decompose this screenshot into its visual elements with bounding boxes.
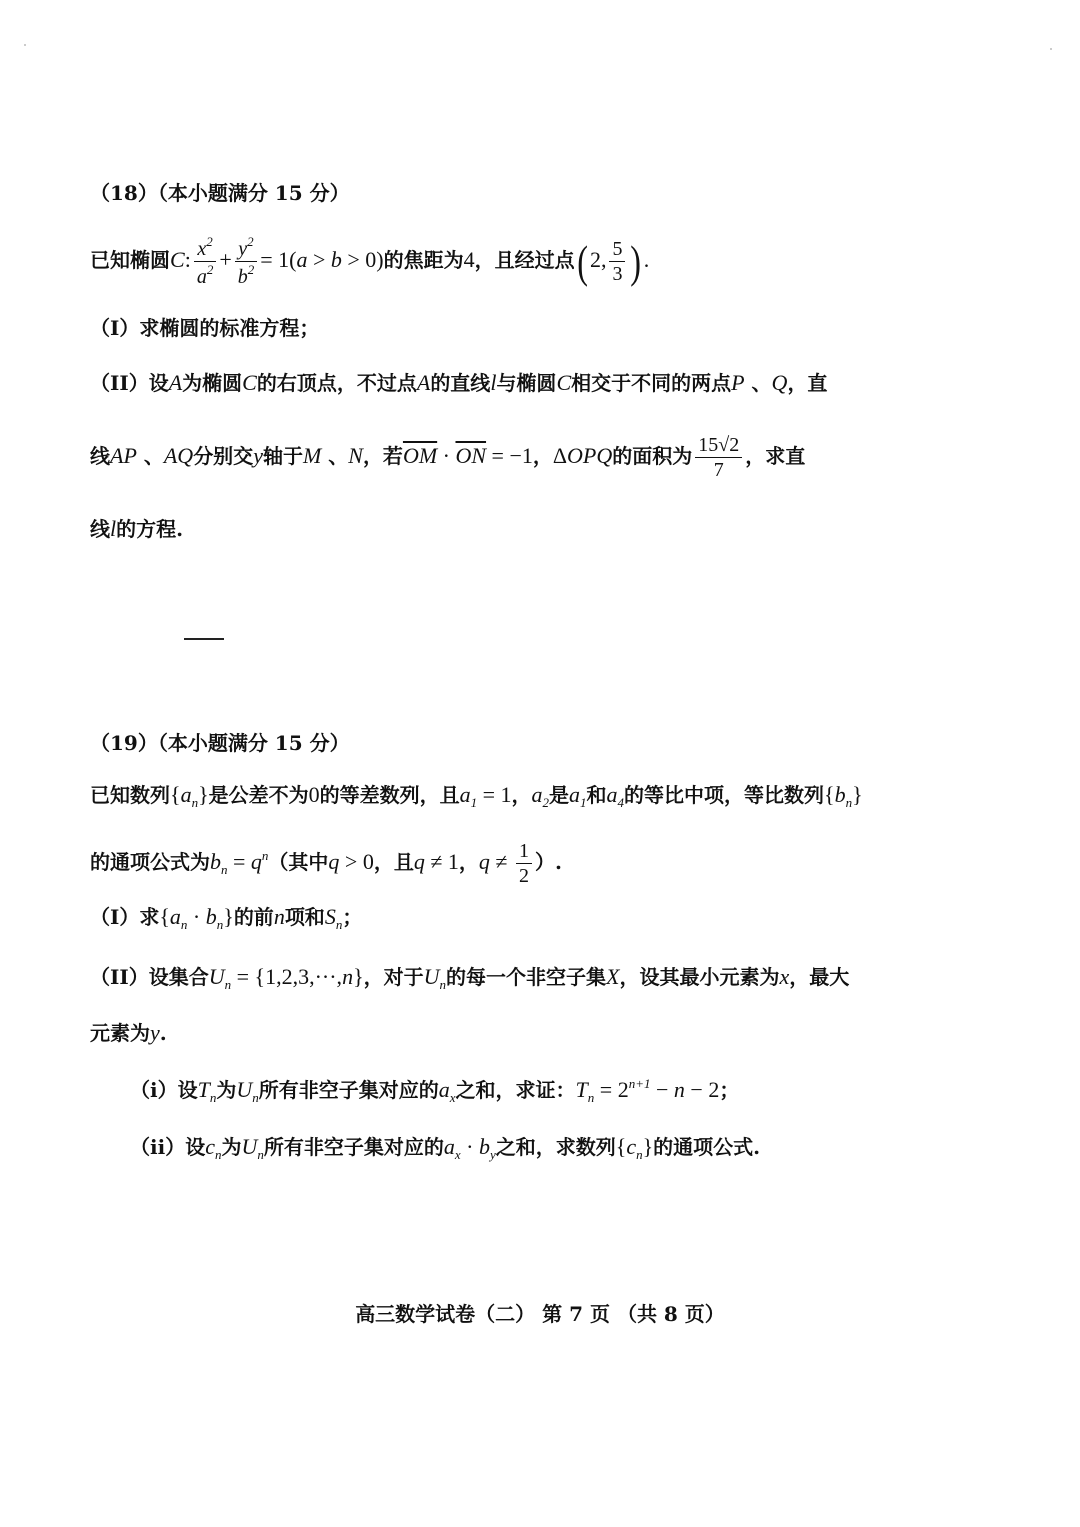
q19-part2-line2: 元素为y. [90,1020,167,1045]
page-footer: 高三数学试卷（二） 第 7 页 （共 8 页） [355,1302,725,1326]
q18-part2-line3: 线l的方程. [90,516,184,541]
q18-part1: （I）求椭圆的标准方程； [90,316,320,340]
q19-line1: 已知数列$\{a_n\}$是公差不为0的等差数列，且$a_1 = 1$，$a_2$是$a_1$和$a_4$的等比中项，等比数列$\{b_n\}$ [90,782,863,810]
q19-line2: 的通项公式为$b_n = q^n$（其中q > 0，且q ≠ 1，q ≠ $\frac{1}{2}$ ）. [90,840,562,887]
scan-speck [24,44,26,46]
q18-part2-line2: 线AP 、AQ分别交y轴于M 、N，若$\overline{OM} \cdot \overline{ON} = -1$，ΔOPQ的面积为 $\frac{15√2}{7}$ ，求直 [90,434,806,481]
q18-part2-line1: （II）设A为椭圆C的右顶点，不过点A的直线l与椭圆C相交于不同的两点P 、Q，直 [90,370,828,395]
q19-part1: （I）求$\{a_n \cdot b_n\}$的前n项和$S_n$； [90,904,363,932]
q18-intro: 已知椭圆C: $\frac{x^2}{a^2}$ + $\frac{y^2}{b^2}$ = 1(a > b > 0)的焦距为4，且经过点( 2, $\frac{5}{3}$ ) . [90,234,650,288]
separator-dash [184,638,224,640]
q19-part2-line1: （II）设集合$U_n = \{1,2,3,\cdot\cdot\cdot,n\}$，对于$U_n$的每一个非空子集X，设其最小元素为x，最大 [90,964,850,992]
q19-sub-i: （i）设$T_n$为$U_n$所有非空子集对应的$a_x$之和，求证：$T_n = 2^{n+1} - n - 2$； [130,1076,740,1105]
q19-sub-ii: （ii）设$c_n$为$U_n$所有非空子集对应的$a_x \cdot b_y$之和，求数列$\{c_n\}$的通项公式. [130,1134,761,1162]
q18-title: （18）（本小题满分 15 分） [90,181,350,205]
scan-speck [1050,48,1052,50]
q19-title: （19）（本小题满分 15 分） [90,731,350,755]
